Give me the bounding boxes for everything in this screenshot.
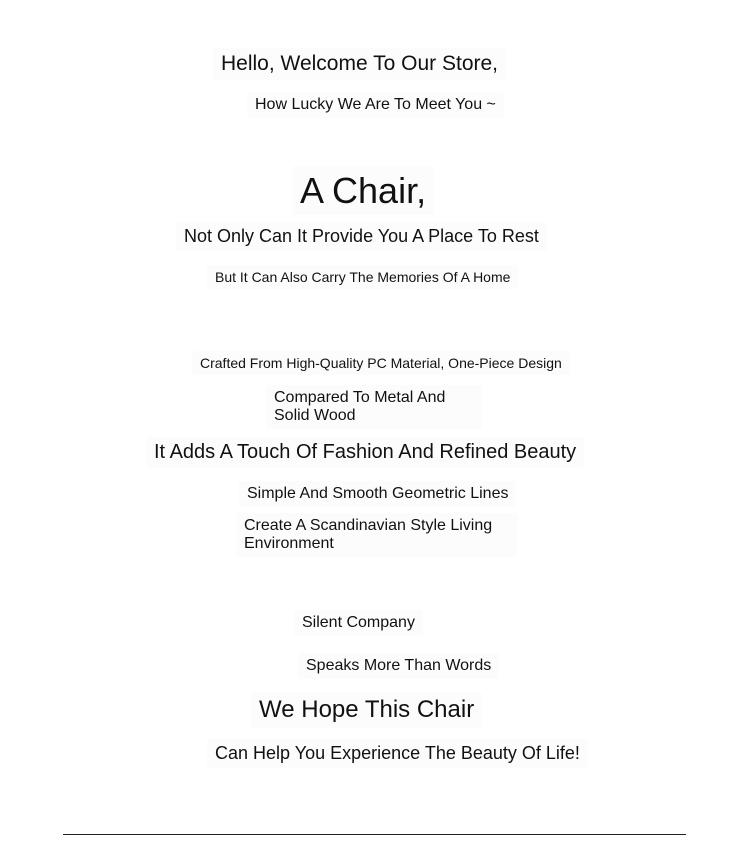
feature-style: Create A Scandinavian Style Living Environment [236,513,517,557]
welcome-subtitle: How Lucky We Are To Meet You ~ [247,92,504,118]
intro-line-2: But It Can Also Carry The Memories Of A Home [207,265,518,289]
feature-fashion: It Adds A Touch Of Fashion And Refined Beauty [146,437,584,468]
intro-line-1: Not Only Can It Provide You A Place To Rest [176,222,547,251]
closing-line-1: Silent Company [294,610,423,636]
closing-line-4: Can Help You Experience The Beauty Of Life! [207,739,588,768]
headline: A Chair, [292,166,434,215]
footer-divider [63,834,686,835]
closing-line-2: Speaks More Than Words [298,653,499,679]
closing-line-3: We Hope This Chair [251,692,482,728]
welcome-title: Hello, Welcome To Our Store, [213,48,506,80]
feature-lines: Simple And Smooth Geometric Lines [239,481,516,507]
feature-compare: Compared To Metal And Solid Wood [266,385,482,429]
feature-material: Crafted From High-Quality PC Material, One-Piece Design [192,351,570,375]
